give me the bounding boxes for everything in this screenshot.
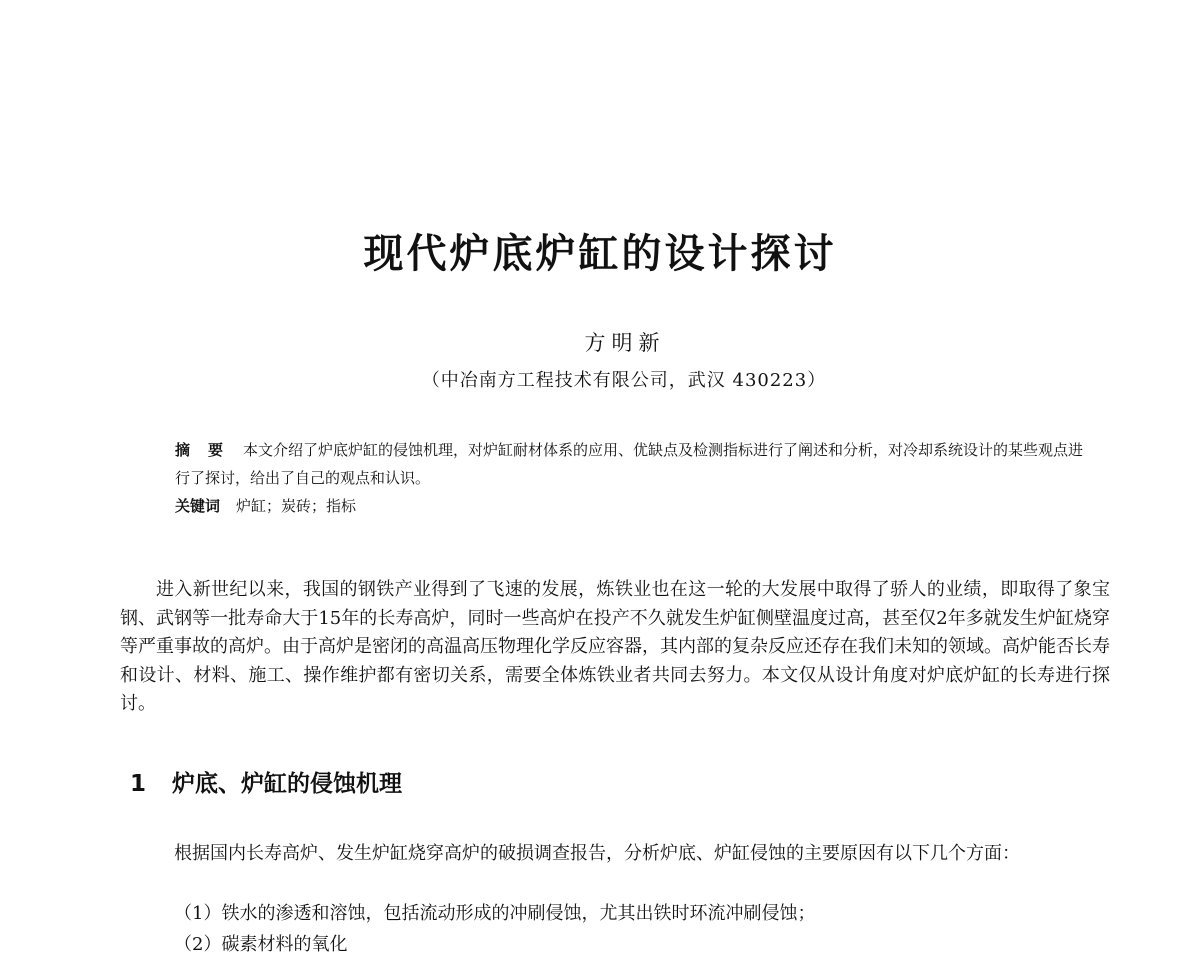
section-number: 1 [130, 771, 147, 797]
intro-paragraph: 进入新世纪以来，我国的钢铁产业得到了飞速的发展，炼铁业也在这一轮的大发展中取得了骄人的业绩，即取得了象宝钢、武钢等一批寿命大于15年的长寿高炉，同时一些高炉在投产不久就发生炉缸侧壁温度过高，甚至仅2年多就发生炉缸烧穿等严重事故的高炉。由于高炉是密闭的高温高压物理化学反应容器，其内部的复杂反应还存在我们未知的领域。高炉能否长寿和设计、材料、施工、操作维护都有密切关系，需要全体炼铁业者共同去努力。本文仅从设计角度对炉底炉缸的长寿进行探讨。 [120, 579, 1110, 714]
author-name: 方明新 [584, 331, 666, 355]
section-title: 炉底、炉缸的侵蚀机理 [172, 771, 402, 797]
paper-title: 现代炉底炉缸的设计探讨 [363, 231, 837, 277]
abstract-block [175, 436, 1095, 520]
abstract [175, 436, 1095, 492]
author-affiliation: （中冶南方工程技术有限公司，武汉 430223） [421, 370, 827, 391]
erosion-cause-list [174, 898, 815, 960]
list-item: （1）铁水的渗透和溶蚀，包括流动形成的冲刷侵蚀，尤其出铁时环流冲刷侵蚀； [174, 903, 816, 924]
abstract-label: 摘要 [175, 441, 242, 459]
keywords-text: 炉缸；炭砖；指标 [236, 497, 357, 515]
section-paragraph: 根据国内长寿高炉、发生炉缸烧穿高炉的破损调查报告，分析炉底、炉缸侵蚀的主要原因有以下几个方面： [174, 843, 1020, 864]
section-heading [130, 765, 402, 798]
keywords-label: 关键词 [175, 497, 221, 515]
list-item: （2）碳素材料的氧化 [174, 934, 348, 955]
keywords [175, 492, 1095, 520]
abstract-text: 本文介绍了炉底炉缸的侵蚀机理，对炉缸耐材体系的应用、优缺点及检测指标进行了阐述和分析，对冷却系统设计的某些观点进行了探讨，给出了自己的观点和认识。 [175, 441, 1084, 487]
